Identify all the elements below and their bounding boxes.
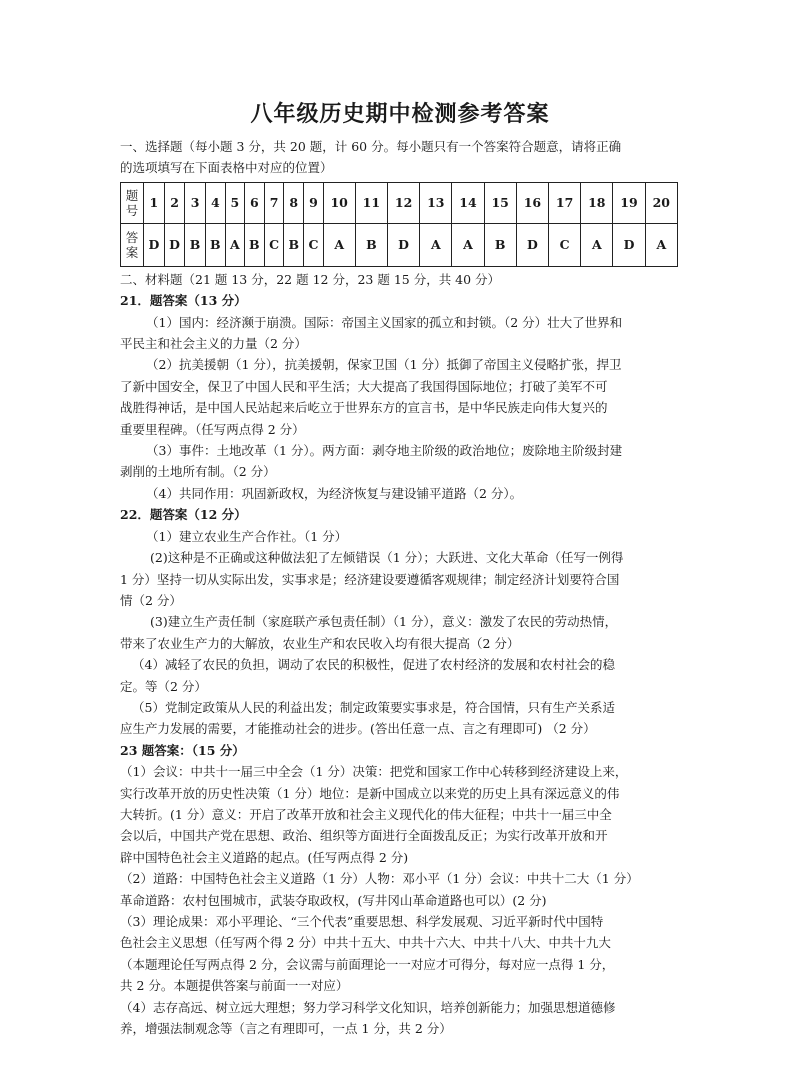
number-cell: 15 xyxy=(484,182,516,223)
answer-document xyxy=(120,100,680,1039)
number-header-char1: 题 xyxy=(125,187,139,203)
q23-line: 大转折。(1 分）意义：开启了改革开放和社会主义现代化的伟大征程；中共十一届三中全 xyxy=(120,806,612,822)
q22-line: 应生产力发展的需要，才能推动社会的进步。(答出任意一点、言之有理即可) （2 分） xyxy=(120,721,596,737)
q22-line: 带来了农业生产力的大解放，农业生产和农民收入均有很大提高（2 分） xyxy=(120,635,520,651)
q23-line: 革命道路：农村包围城市，武装夺取政权，(写井冈山革命道路也可以）(2 分) xyxy=(120,892,547,908)
q22-line: 情（2 分） xyxy=(120,592,182,608)
q21-line: 重要里程碑。（任写两点得 2 分） xyxy=(120,421,305,437)
q23-line: 养，增强法制观念等（言之有理即可，一点 1 分，共 2 分） xyxy=(120,1021,452,1037)
number-cell: 8 xyxy=(284,182,304,223)
q21-line: （1）国内：经济濒于崩溃。国际：帝国主义国家的孤立和封锁。（2 分）壮大了世界和 xyxy=(146,314,623,330)
number-cell: 13 xyxy=(420,182,452,223)
q22-line: 定。等（2 分） xyxy=(120,678,207,694)
q21-line: （2）抗美援朝（1 分），抗美援朝，保家卫国（1 分）抵御了帝国主义侵略扩张，捍卫 xyxy=(146,357,622,373)
section2-heading: 二、材料题（21 题 13 分，22 题 12 分，23 题 15 分，共 40 分） xyxy=(120,271,501,287)
answer-cell: B xyxy=(284,223,304,266)
answer-cell: B xyxy=(244,223,264,266)
q22-line: 1 分）坚持一切从实际出发，实事求是；经济建设要遵循客观规律；制定经济计划要符合国 xyxy=(120,571,620,587)
answer-cell: D xyxy=(516,223,548,266)
number-cell: 18 xyxy=(581,182,613,223)
q22-line: （1）建立农业生产合作社。（1 分） xyxy=(146,528,348,544)
answer-cell: D xyxy=(164,223,185,266)
q22-line: （4）减轻了农民的负担，调动了农民的积极性，促进了农村经济的发展和农村社会的稳 xyxy=(132,657,615,673)
table-row-answers xyxy=(121,223,678,266)
answer-cell: C xyxy=(304,223,323,266)
q23-line: （3）理论成果：邓小平理论、“三个代表”重要思想、科学发展观、习近平新时代中国特 xyxy=(120,914,604,929)
number-header-cell xyxy=(121,182,144,223)
answer-cell: B xyxy=(355,223,387,266)
number-cell: 19 xyxy=(613,182,645,223)
number-cell: 3 xyxy=(185,182,205,223)
q22-heading: 22．题答案（12 分） xyxy=(120,507,247,523)
answer-cell: A xyxy=(420,223,452,266)
q21-line: 战胜得神话，是中国人民站起来后屹立于世界东方的宣言书，是中华民族走向伟大复兴的 xyxy=(120,400,608,416)
number-cell: 14 xyxy=(452,182,484,223)
number-cell: 7 xyxy=(264,182,283,223)
number-cell: 11 xyxy=(355,182,387,223)
q23-line: 会以后，中国共产党在思想、政治、组织等方面进行全面拨乱反正；为实行改革开放和开 xyxy=(120,828,608,844)
number-cell: 9 xyxy=(304,182,323,223)
q23-line: 辟中国特色社会主义道路的起点。(任写两点得 2 分) xyxy=(120,849,409,865)
answer-cell: A xyxy=(452,223,484,266)
q22-line: (2)这种是不正确或这种做法犯了左倾错误（1 分）；大跃进、文化大革命（任写一例得 xyxy=(150,550,624,566)
number-cell: 1 xyxy=(144,182,165,223)
answer-header-char1: 答 xyxy=(125,229,139,245)
q21-line: 平民主和社会主义的力量（2 分） xyxy=(120,336,307,352)
q23-heading: 23 题答案：（15 分） xyxy=(120,742,245,758)
q23-line: 色社会主义思想（任写两个得 2 分）中共十五大、中共十六大、中共十八大、中共十九大 xyxy=(120,935,611,951)
q23-line: （1）会议：中共十一届三中全会（1 分）决策：把党和国家工作中心转移到经济建设上来， xyxy=(120,764,628,780)
section1-heading-line1: 一、选择题（每小题 3 分，共 20 题，计 60 分。每小题只有一个答案符合题意，请将正确 xyxy=(120,139,622,154)
answer-header-char2: 案 xyxy=(125,244,139,260)
answer-cell: B xyxy=(185,223,205,266)
q23-line: 共 2 分。本题提供答案与前面一一对应） xyxy=(120,978,349,994)
number-cell: 10 xyxy=(323,182,355,223)
number-cell: 20 xyxy=(645,182,677,223)
q22-line: （5）党制定政策从人民的利益出发；制定政策要实事求是，符合国情，只有生产关系适 xyxy=(132,699,615,715)
answer-cell: C xyxy=(549,223,581,266)
answer-cell: D xyxy=(144,223,165,266)
answer-cell: B xyxy=(205,223,225,266)
q22-line: (3)建立生产责任制（家庭联产承包责任制）（1 分），意义：激发了农民的劳动热情， xyxy=(150,614,618,630)
number-cell: 6 xyxy=(244,182,264,223)
q21-line: 剥削的土地所有制。（2 分） xyxy=(120,464,276,480)
number-cell: 2 xyxy=(164,182,185,223)
number-cell: 17 xyxy=(549,182,581,223)
q21-line: （4）共同作用：巩固新政权，为经济恢复与建设铺平道路（2 分）。 xyxy=(146,485,523,501)
number-cell: 12 xyxy=(387,182,419,223)
answer-header-cell xyxy=(121,223,144,266)
q23-line: （本题理论任写两点得 2 分，会议需与前面理论一一对应才可得分，每对应一点得 1 分， xyxy=(120,956,615,972)
page-title: 八年级历史期中检测参考答案 xyxy=(250,101,550,127)
table-row-numbers xyxy=(121,182,678,223)
number-cell: 16 xyxy=(516,182,548,223)
q21-heading: 21．题答案（13 分） xyxy=(120,293,247,309)
answer-cell: D xyxy=(387,223,419,266)
answer-cell: A xyxy=(225,223,244,266)
q23-line: 实行改革开放的历史性决策（1 分）地位：是新中国成立以来党的历史上具有深远意义的伟 xyxy=(120,785,620,801)
q21-line: （3）事件：土地改革（1 分）。两方面：剥夺地主阶级的政治地位；废除地主阶级封建 xyxy=(146,443,623,459)
q23-line: （4）志存高远、树立远大理想；努力学习科学文化知识，培养创新能力；加强思想道德修 xyxy=(120,999,616,1015)
q23-line: （2）道路：中国特色社会主义道路（1 分）人物：邓小平（1 分）会议：中共十二大（1 分） xyxy=(120,871,639,887)
section1-heading-line2: 的选项填写在下面表格中对应的位置） xyxy=(120,160,333,176)
answer-table xyxy=(120,182,678,267)
number-header-char2: 号 xyxy=(125,202,139,218)
answer-cell: B xyxy=(484,223,516,266)
number-cell: 5 xyxy=(225,182,244,223)
answer-cell: A xyxy=(581,223,613,266)
answer-cell: D xyxy=(613,223,645,266)
number-cell: 4 xyxy=(205,182,225,223)
q21-line: 了新中国安全，保卫了中国人民和平生活；大大提高了我国得国际地位；打破了美军不可 xyxy=(120,378,608,394)
answer-cell: A xyxy=(323,223,355,266)
answer-cell: C xyxy=(264,223,283,266)
answer-cell: A xyxy=(645,223,677,266)
